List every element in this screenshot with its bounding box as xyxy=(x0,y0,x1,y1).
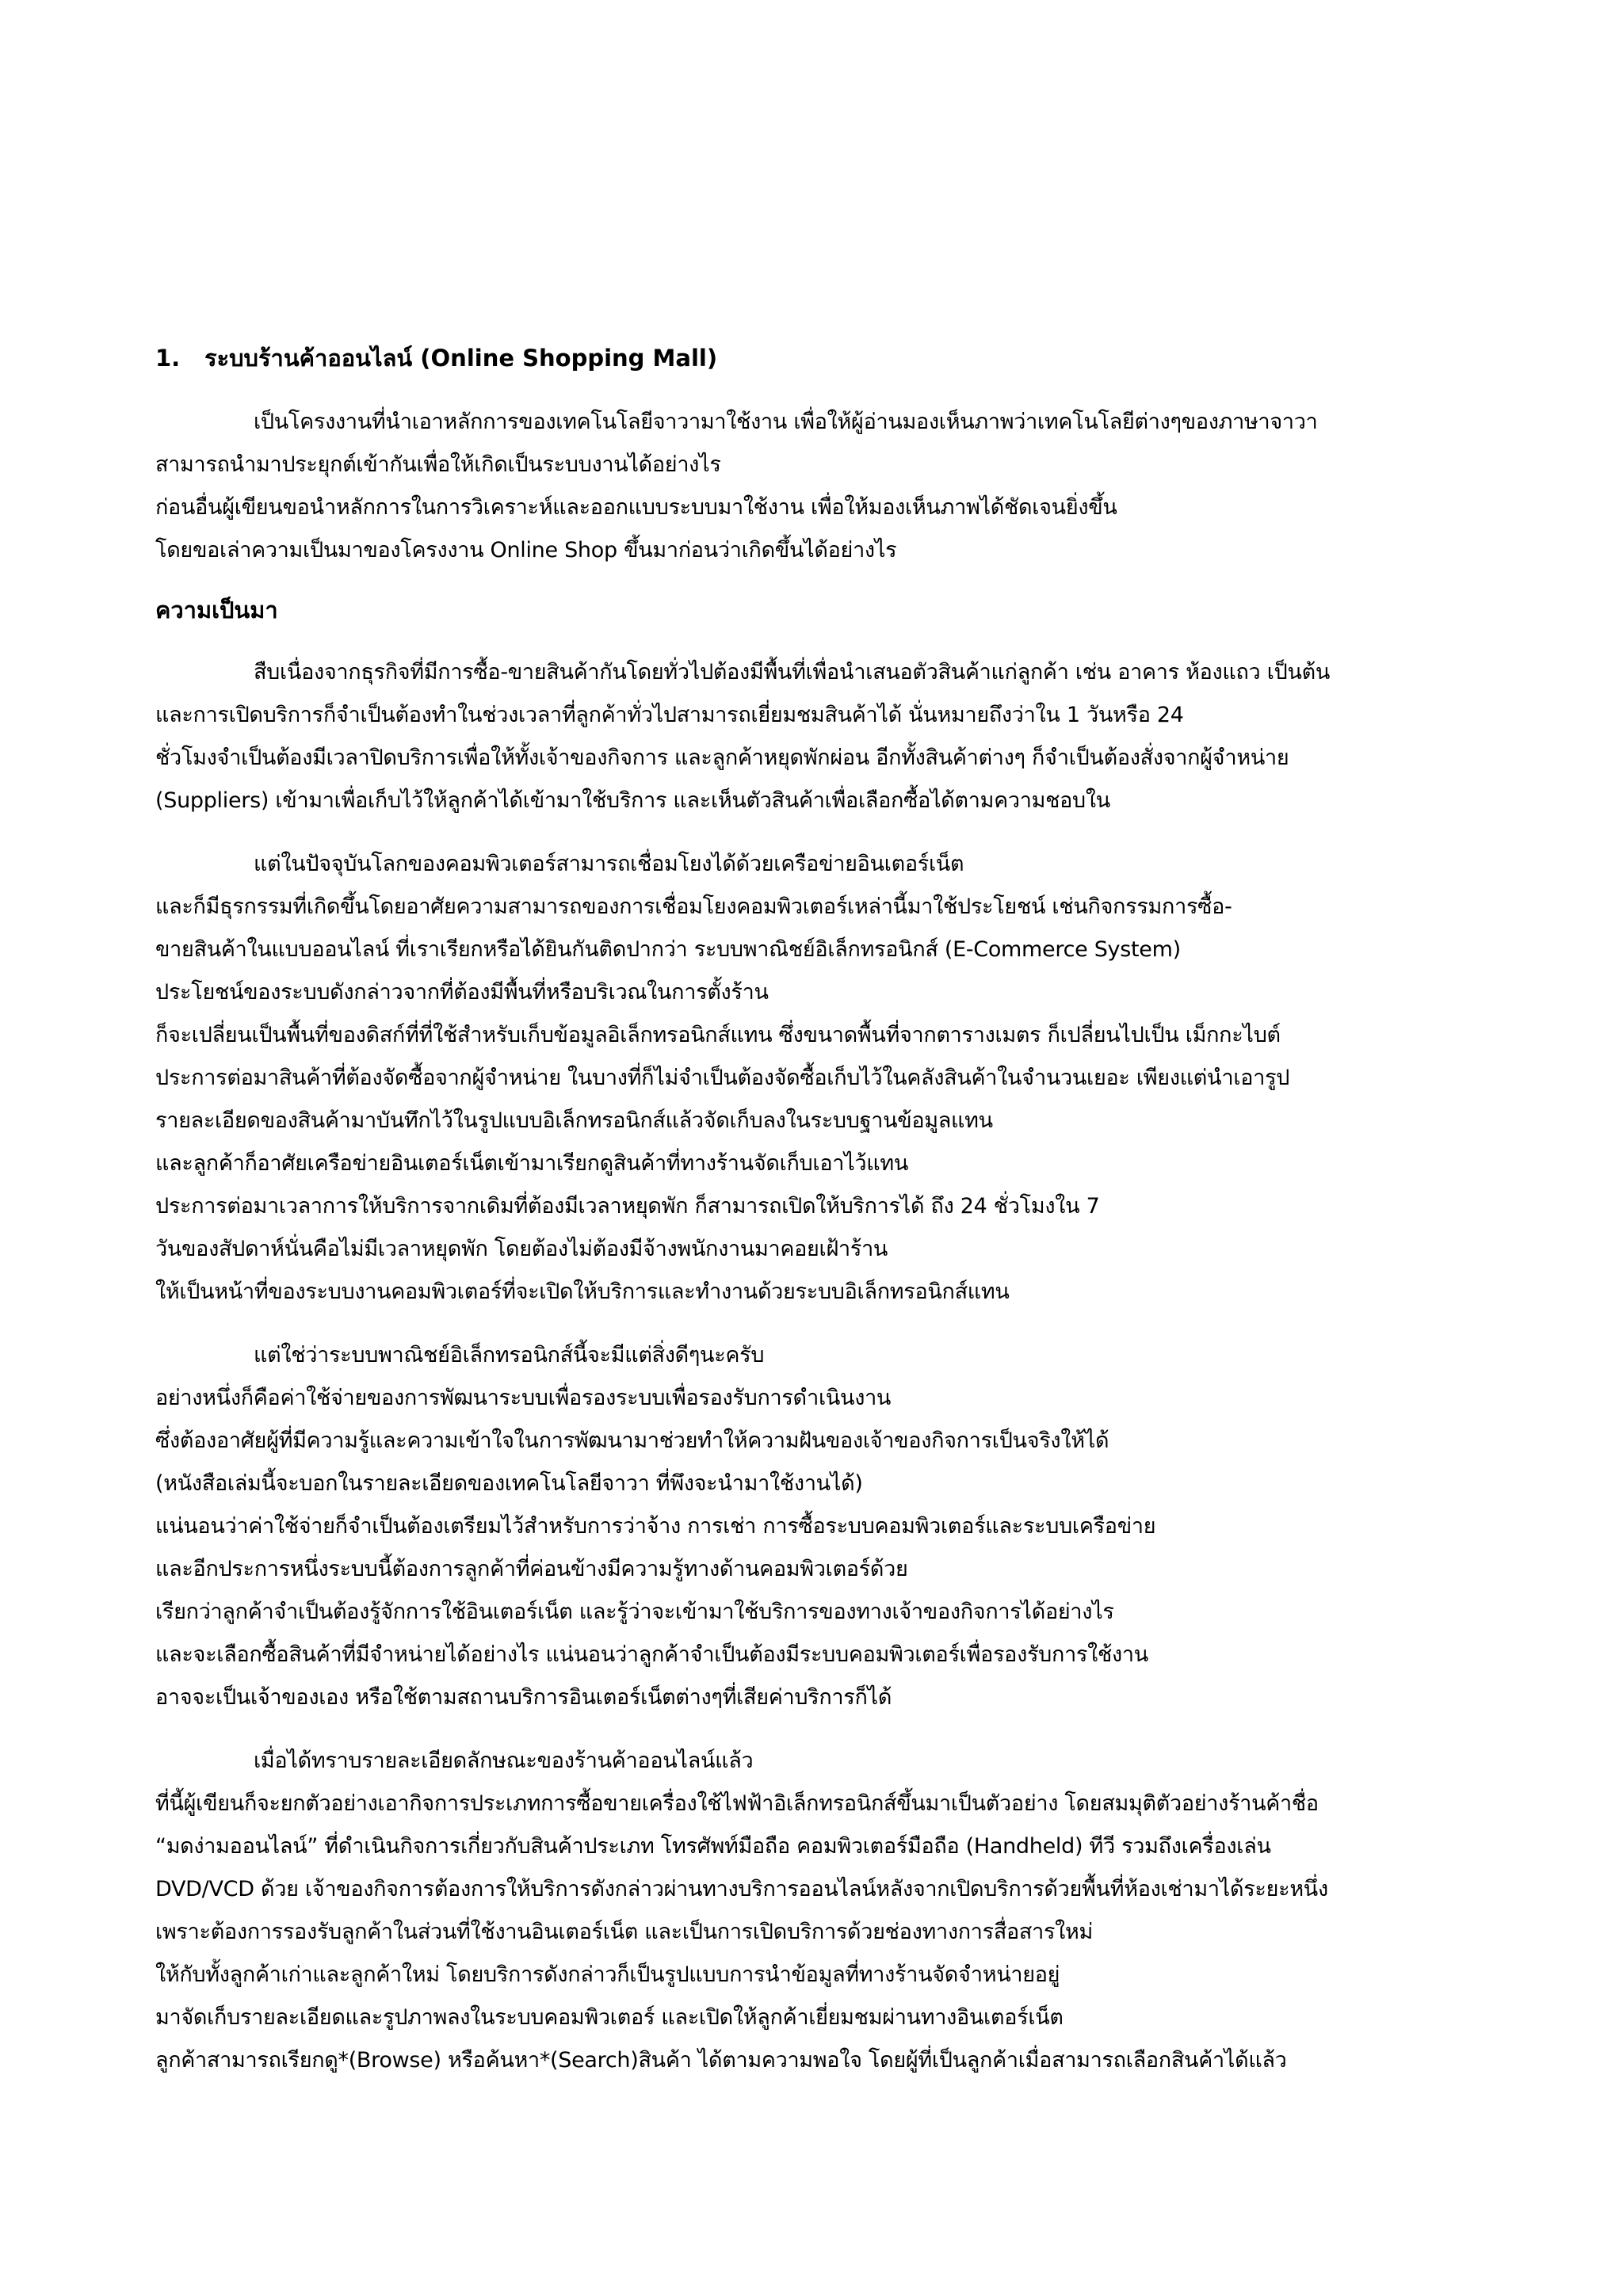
text-line: ชั่วโมงจำเป็นต้องมีเวลาปิดบริการเพื่อให้ทั้งเจ้าของกิจการ และลูกค้าหยุดพักผ่อน อีกทั้งสินค้าต่างๆ ก็จำเป็นต้องสั่งจากผู้จำหน่าย xyxy=(155,746,1289,770)
text-line: (Suppliers) เข้ามาเพื่อเก็บไว้ให้ลูกค้าได้เข้ามาใช้บริการ และเห็นตัวสินค้าเพื่อเลือกซื้อได้ตามความชอบใน xyxy=(155,788,1110,813)
section-title: ระบบร้านค้าออนไลน์ (Online Shopping Mall) xyxy=(204,345,718,372)
text-line: เรียกว่าลูกค้าจำเป็นต้องรู้จักการใช้อินเตอร์เน็ต และรู้ว่าจะเข้ามาใช้บริการของทางเจ้าของกิจการได้อย่างไร xyxy=(155,1600,1114,1624)
text-line: รายละเอียดของสินค้ามาบันทึกไว้ในรูปแบบอิเล็กทรอนิกส์แล้วจัดเก็บลงในระบบฐานข้อมูลแทน xyxy=(155,1108,993,1133)
text-line: และอีกประการหนึ่งระบบนี้ต้องการลูกค้าที่ค่อนข้างมีความรู้ทางด้านคอมพิวเตอร์ด้วย xyxy=(155,1557,908,1581)
text-line: ให้กับทั้งลูกค้าเก่าและลูกค้าใหม่ โดยบริการดังกล่าวก็เป็นรูปแบบการนำข้อมูลที่ทางร้านจัดจำหน่ายอยู่ xyxy=(155,1962,1060,1987)
text-line: อาจจะเป็นเจ้าของเอง หรือใช้ตามสถานบริการอินเตอร์เน็ตต่างๆที่เสียค่าบริการก็ได้ xyxy=(155,1685,892,1710)
text-line: DVD/VCD ด้วย เจ้าของกิจการต้องการให้บริการดังกล่าวผ่านทางบริการออนไลน์หลังจากเปิดบริการด้วยพื้นที่ห้องเช่ามาได้ระยะหนึ่ง xyxy=(155,1877,1328,1901)
text-line: แน่นอนว่าค่าใช้จ่ายก็จำเป็นต้องเตรียมไว้สำหรับการว่าจ้าง การเช่า การซื้อระบบคอมพิวเตอร์และระบบเครือข่าย xyxy=(155,1514,1156,1539)
text-line: และการเปิดบริการก็จำเป็นต้องทำในช่วงเวลาที่ลูกค้าทั่วไปสามารถเยี่ยมชมสินค้าได้ นั่นหมายถึงว่าใน 1 วันหรือ 24 xyxy=(155,703,1184,727)
text-line: แต่ในปัจจุบันโลกของคอมพิวเตอร์สามารถเชื่อมโยงได้ด้วยเครือข่ายอินเตอร์เน็ต xyxy=(254,852,964,876)
text-line: และก็มีธุรกรรมที่เกิดขึ้นโดยอาศัยความสามารถของการเชื่อมโยงคอมพิวเตอร์เหล่านี้มาใช้ประโยชน์ เช่นกิจกรรมการซื้อ- xyxy=(155,894,1232,919)
section-heading xyxy=(155,341,1503,376)
text-line: ที่นี้ผู้เขียนก็จะยกตัวอย่างเอากิจการประเภทการซื้อขายเครื่องใช้ไฟฟ้าอิเล็กทรอนิกส์ขึ้นมาเป็นตัวอย่าง โดยสมมุติตัวอย่างร้านค้าชื่อ xyxy=(155,1791,1319,1816)
text-line: วันของสัปดาห์นั่นคือไม่มีเวลาหยุดพัก โดยต้องไม่ต้องมีจ้างพนักงานมาคอยเฝ้าร้าน xyxy=(155,1237,888,1261)
text-line: สามารถนำมาประยุกต์เข้ากันเพื่อให้เกิดเป็นระบบงานได้อย่างไร xyxy=(155,452,721,477)
text-line: ซึ่งต้องอาศัยผู้ที่มีความรู้และความเข้าใจในการพัฒนามาช่วยทำให้ความฝันของเจ้าของกิจการเป็นจริงให้ได้ xyxy=(155,1428,1109,1453)
text-line: ประการต่อมาเวลาการให้บริการจากเดิมที่ต้องมีเวลาหยุดพัก ก็สามารถเปิดให้บริการได้ ถึง 24 ชั่วโมงใน 7 xyxy=(155,1194,1100,1219)
paragraph xyxy=(155,1740,1503,2082)
section-number: 1. xyxy=(155,345,181,372)
text-line: อย่างหนึ่งก็คือค่าใช้จ่ายของการพัฒนาระบบเพื่อรองระบบเพื่อรองรับการดำเนินงาน xyxy=(155,1386,892,1410)
text-line: ลูกค้าสามารถเรียกดู*(Browse) หรือค้นหา*(Search)สินค้า ได้ตามความพอใจ โดยผู้ที่เป็นลูกค้าเมื่อสามารถเลือกสินค้าได้แล้ว xyxy=(155,2048,1287,2073)
document-content xyxy=(155,341,1503,2103)
text-line: และลูกค้าก็อาศัยเครือข่ายอินเตอร์เน็ตเข้ามาเรียกดูสินค้าที่ทางร้านจัดเก็บเอาไว้แทน xyxy=(155,1151,908,1176)
text-line: เพราะต้องการรองรับลูกค้าในส่วนที่ใช้งานอินเตอร์เน็ต และเป็นการเปิดบริการด้วยช่องทางการสื่อสารใหม่ xyxy=(155,1920,1094,1944)
text-line: มาจัดเก็บรายละเอียดและรูปภาพลงในระบบคอมพิวเตอร์ และเปิดให้ลูกค้าเยี่ยมชมผ่านทางอินเตอร์เน็ต xyxy=(155,2005,1064,2030)
text-line: โดยขอเล่าความเป็นมาของโครงงาน Online Shop ขึ้นมาก่อนว่าเกิดขึ้นได้อย่างไร xyxy=(155,538,897,563)
text-line: ประการต่อมาสินค้าที่ต้องจัดซื้อจากผู้จำหน่าย ในบางที่ก็ไม่จำเป็นต้องจัดซื้อเก็บไว้ในคลังสินค้าในจำนวนเยอะ เพียงแต่นำเอารูป xyxy=(155,1066,1290,1090)
text-line: ให้เป็นหน้าที่ของระบบงานคอมพิวเตอร์ที่จะเปิดให้บริการและทำงานด้วยระบบอิเล็กทรอนิกส์แทน xyxy=(155,1280,1010,1304)
text-line: (หนังสือเล่มนี้จะบอกในรายละเอียดของเทคโนโลยีจาวา ที่พึงจะนำมาใช้งานได้) xyxy=(155,1471,863,1496)
paragraph xyxy=(155,651,1503,822)
paragraph xyxy=(155,1334,1503,1719)
intro-paragraph xyxy=(155,401,1503,572)
text-line: เป็นโครงงานที่นำเอาหลักการของเทคโนโลยีจาวามาใช้งาน เพื่อให้ผู้อ่านมองเห็นภาพว่าเทคโนโลยีต่างๆของภาษาจาวา xyxy=(254,410,1318,434)
text-line: แต่ใช่ว่าระบบพาณิชย์อิเล็กทรอนิกส์นี้จะมีแต่สิ่งดีๆนะครับ xyxy=(254,1343,765,1367)
text-line: สืบเนื่องจากธุรกิจที่มีการซื้อ-ขายสินค้ากันโดยทั่วไปต้องมีพื้นที่เพื่อนำเสนอตัวสินค้าแก่ลูกค้า เช่น อาคาร ห้องแถว เป็นต้น xyxy=(254,660,1331,685)
text-line: เมื่อได้ทราบรายละเอียดลักษณะของร้านค้าออนไลน์แล้ว xyxy=(254,1749,754,1773)
text-line: ก่อนอื่นผู้เขียนขอนำหลักการในการวิเคราะห์และออกแบบระบบมาใช้งาน เพื่อให้มองเห็นภาพได้ชัดเจนยิ่งขึ้น xyxy=(155,495,1117,520)
text-line: ขายสินค้าในแบบออนไลน์ ที่เราเรียกหรือได้ยินกันติดปากว่า ระบบพาณิชย์อิเล็กทรอนิกส์ (E-Commerce System) xyxy=(155,937,1181,962)
text-line: และจะเลือกซื้อสินค้าที่มีจำหน่ายได้อย่างไร แน่นอนว่าลูกค้าจำเป็นต้องมีระบบคอมพิวเตอร์เพื่อรองรับการใช้งาน xyxy=(155,1642,1148,1667)
text-line: ประโยชน์ของระบบดังกล่าวจากที่ต้องมีพื้นที่หรือบริเวณในการตั้งร้าน xyxy=(155,980,769,1005)
subsection-title: ความเป็นมา xyxy=(155,597,278,624)
paragraph xyxy=(155,843,1503,1314)
text-line: ก็จะเปลี่ยนเป็นพื้นที่ของดิสก์ที่ที่ใช้สำหรับเก็บข้อมูลอิเล็กทรอนิกส์แทน ซึ่งขนาดพื้นที่จากตารางเมตร ก็เปลี่ยนไปเป็น เม็กกะไบต์ xyxy=(155,1023,1281,1047)
text-line: “มดง่ามออนไลน์” ที่ดำเนินกิจการเกี่ยวกับสินค้าประเภท โทรศัพท์มือถือ คอมพิวเตอร์มือถือ (Handheld) ทีวี รวมถึงเครื่องเล่น xyxy=(155,1834,1271,1859)
